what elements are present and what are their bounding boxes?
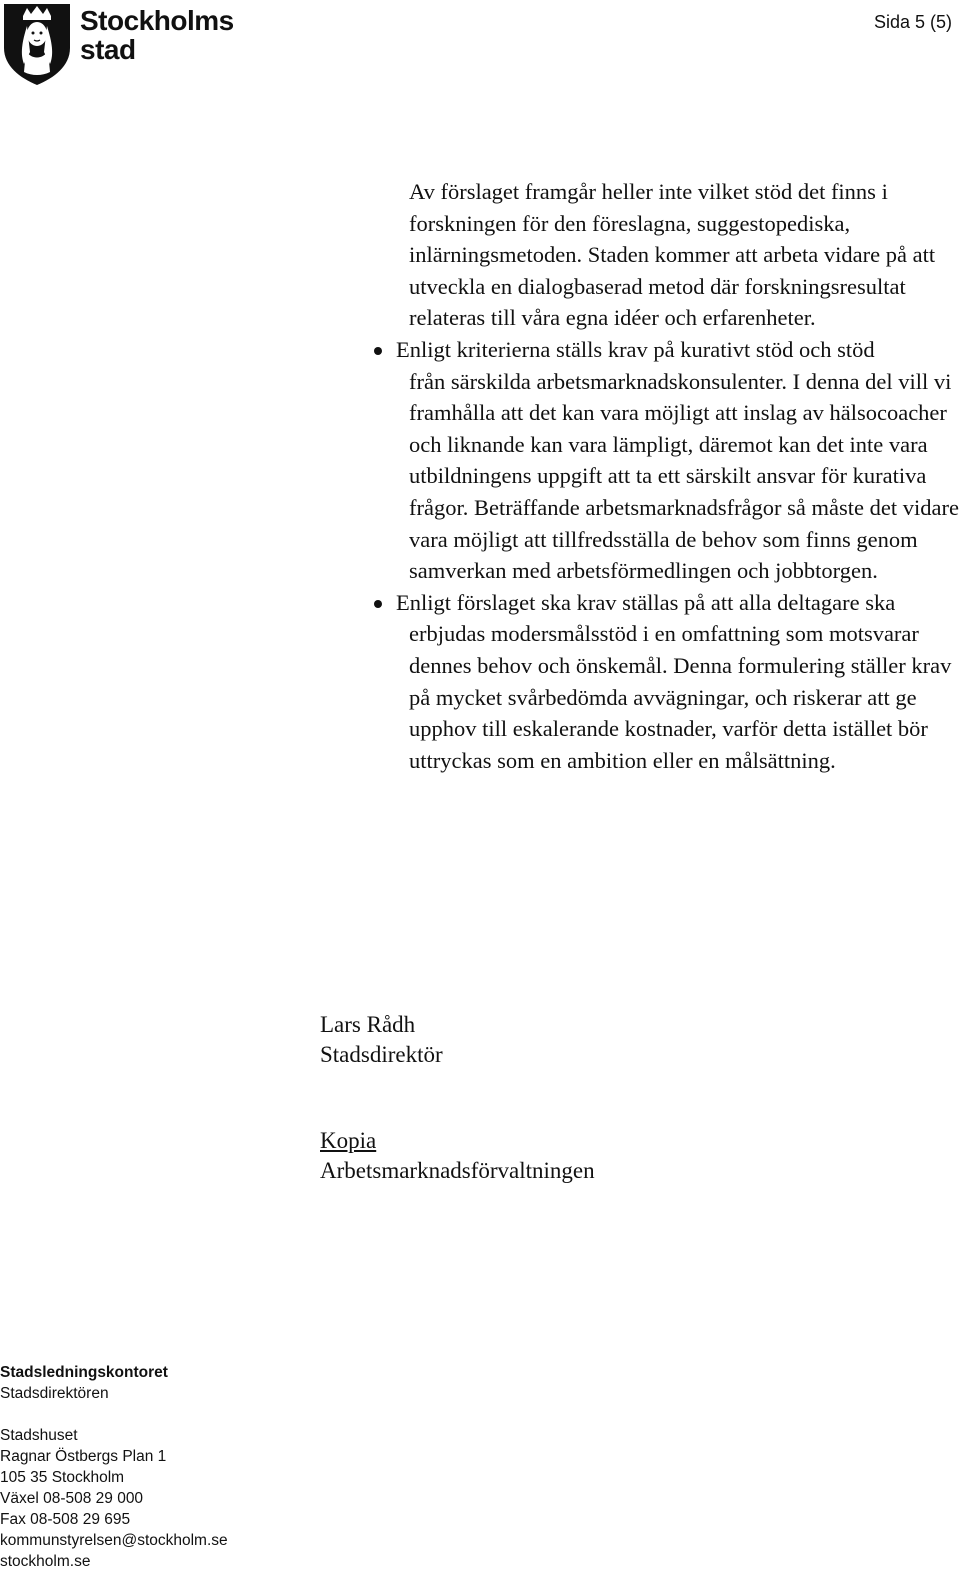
footer-fax: Fax 08-508 29 695 (0, 1511, 131, 1528)
logo-text-line1: Stockholms (80, 5, 234, 36)
stockholms-stad-logo (2, 2, 242, 86)
bullet-text: från särskilda arbetsmarknadskonsulenter. I denna del vill vi framhålla att det kan vara möjligt att inslag av hälsocoacher och liknande kan vara lämpligt, däremot kan det inte vara utbildningens uppgift att ta ett särskilt ansvar för kurativa frågor. Beträffande arbetsmarknadsfrågor så måste det vidare vara möjligt att tillfredsställa de behov som finns genom samverkan med arbetsförmedlingen och jobbtorgen. (409, 368, 959, 584)
letter-body (370, 176, 960, 776)
city-crest-icon (2, 2, 72, 86)
copy-block (320, 1126, 595, 1186)
footer-street: Ragnar Östbergs Plan 1 (0, 1448, 167, 1465)
bullet-item (370, 587, 960, 777)
copy-recipient: Arbetsmarknadsförvaltningen (320, 1158, 595, 1183)
footer-website: stockholm.se (0, 1553, 91, 1570)
copy-heading: Kopia (320, 1128, 377, 1153)
bullet-first-line: Enligt kriterierna ställs krav på kurativt stöd och stöd (396, 336, 875, 362)
logo-wordmark (80, 6, 234, 64)
bullet-dot-icon (374, 347, 382, 355)
signature-block (320, 1010, 443, 1070)
footer-organization: Stadsledningskontoret (0, 1364, 168, 1381)
footer-contact (0, 1362, 228, 1572)
footer-phone: Växel 08-508 29 000 (0, 1490, 144, 1507)
signatory-name: Lars Rådh (320, 1012, 416, 1037)
footer-email: kommunstyrelsen@stockholm.se (0, 1532, 228, 1549)
bullet-dot-icon (374, 600, 382, 608)
bullet-item (370, 334, 960, 587)
footer-department: Stadsdirektören (0, 1385, 109, 1402)
footer-building: Stadshuset (0, 1427, 78, 1444)
logo-text-line2: stad (80, 34, 136, 65)
bullet-first-line: Enligt förslaget ska krav ställas på att alla deltagare ska (396, 589, 896, 615)
bullet-text: erbjudas modersmålsstöd i en omfattning som motsvarar dennes behov och önskemål. Denna formulering ställer krav på mycket svårbedömda avvägningar, och riskerar att ge upphov till eskalerande kostnader, varför detta istället bör uttryckas som en ambition eller en målsättning. (409, 621, 952, 773)
signatory-title: Stadsdirektör (320, 1042, 443, 1067)
page-number: Sida 5 (5) (873, 12, 952, 32)
intro-paragraph: Av förslaget framgår heller inte vilket stöd det finns i forskningen för den föreslagna, suggestopediska, inlärningsmetoden. Staden kommer att arbeta vidare på att utveckla en dialogbaserad metod där forskningsresultat relateras till våra egna idéer och erfarenheter. (409, 179, 936, 331)
footer-postal: 105 35 Stockholm (0, 1469, 125, 1486)
